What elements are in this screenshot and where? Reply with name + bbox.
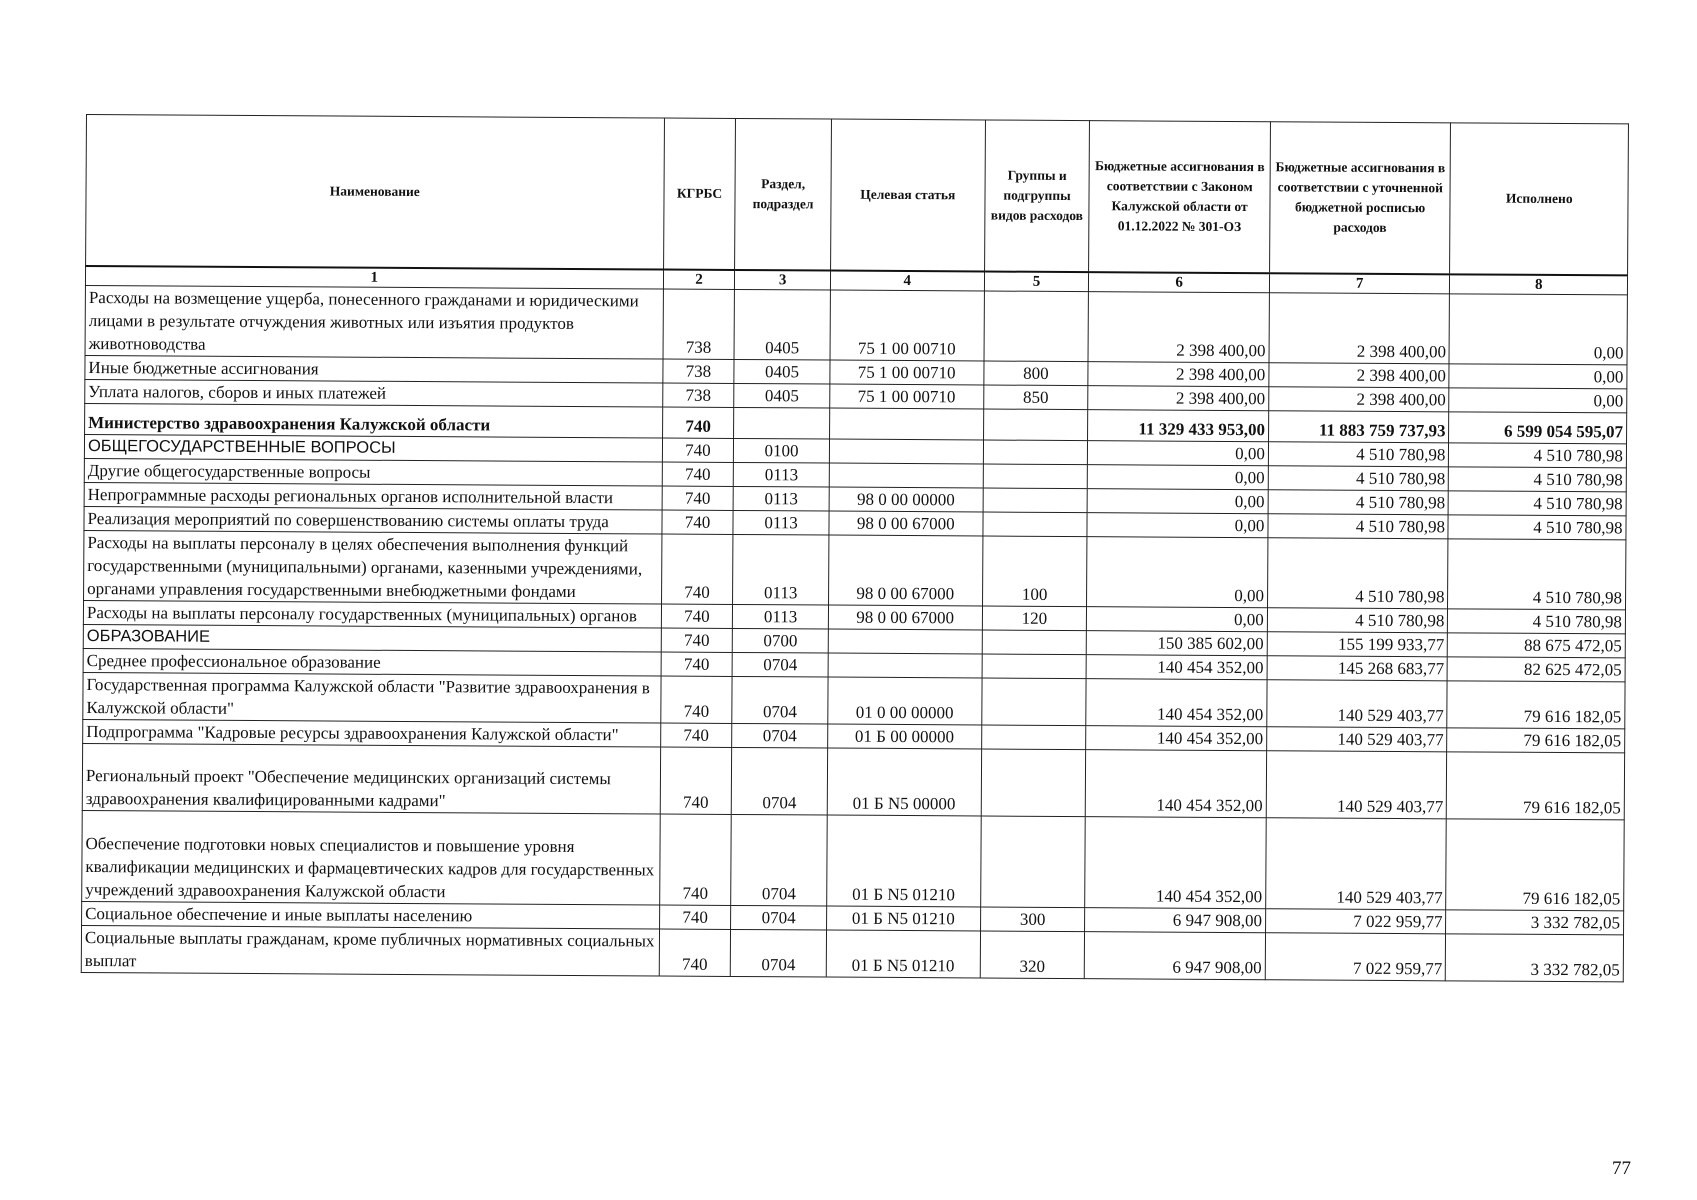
- row-group: 800: [984, 361, 1089, 386]
- col-number: 5: [984, 271, 1089, 291]
- header-row: [86, 115, 1629, 276]
- row-article: [829, 439, 983, 464]
- row-article: 98 0 00 00000: [829, 487, 983, 512]
- row-group: [983, 440, 1088, 465]
- row-plan-amount: 4 510 780,98: [1268, 442, 1449, 467]
- row-law-amount: 140 454 352,00: [1085, 817, 1266, 909]
- row-law-amount: 0,00: [1087, 537, 1268, 608]
- row-name: Социальное обеспечение и иные выплаты населению: [82, 901, 660, 929]
- row-done-amount: 6 599 054 595,07: [1449, 412, 1627, 444]
- row-law-amount: 6 947 908,00: [1085, 908, 1266, 933]
- row-kgrbs: 740: [660, 747, 732, 814]
- row-done-amount: 4 510 780,98: [1448, 539, 1626, 610]
- row-plan-amount: 140 529 403,77: [1267, 727, 1448, 752]
- row-name: Социальные выплаты гражданам, кроме публичных нормативных социальных выплат: [81, 925, 659, 976]
- row-group: 850: [983, 385, 1088, 410]
- row-done-amount: 4 510 780,98: [1448, 515, 1626, 540]
- row-group: [980, 816, 1085, 908]
- row-plan-amount: 140 529 403,77: [1266, 818, 1447, 910]
- row-razdel: 0704: [731, 905, 827, 930]
- row-law-amount: 2 398 400,00: [1088, 362, 1269, 387]
- row-group: [984, 291, 1089, 362]
- row-done-amount: 88 675 472,05: [1448, 633, 1626, 658]
- row-kgrbs: 738: [662, 383, 734, 407]
- row-article: 75 1 00 00710: [830, 360, 984, 385]
- row-article: 75 1 00 00710: [830, 384, 984, 409]
- row-article: 01 Б 00 00000: [827, 724, 981, 749]
- row-razdel: 0704: [731, 814, 827, 906]
- row-kgrbs: 740: [662, 462, 734, 486]
- row-law-amount: 140 454 352,00: [1086, 726, 1267, 751]
- col-header-name: Наименование: [86, 115, 665, 270]
- col-header-law: Бюджетные ассигнования в соответствии с Законом Калужской области от 01.12.2022 № 301-ОЗ: [1089, 121, 1270, 274]
- col-header-group: Группы и подгруппы видов расходов: [984, 120, 1090, 272]
- row-plan-amount: 4 510 780,98: [1268, 466, 1449, 491]
- row-article: 98 0 00 67000: [829, 511, 983, 536]
- row-kgrbs: 740: [659, 905, 731, 929]
- row-razdel: 0405: [734, 289, 830, 360]
- row-article: 01 0 00 00000: [828, 677, 982, 725]
- row-razdel: 0100: [734, 438, 830, 463]
- row-razdel: 0113: [733, 510, 829, 535]
- col-header-plan: Бюджетные ассигнования в соответствии с уточненной бюджетной росписью расходов: [1269, 122, 1450, 275]
- row-plan-amount: 7 022 959,77: [1265, 933, 1446, 981]
- col-header-razdel: Раздел, подраздел: [735, 118, 831, 270]
- row-kgrbs: 740: [661, 604, 733, 628]
- row-razdel: 0704: [732, 747, 828, 815]
- row-law-amount: 150 385 602,00: [1087, 631, 1268, 656]
- row-done-amount: 79 616 182,05: [1447, 728, 1625, 753]
- row-kgrbs: 740: [662, 407, 734, 438]
- row-done-amount: 4 510 780,98: [1449, 467, 1627, 492]
- row-law-amount: 0,00: [1088, 441, 1269, 466]
- table-row: [81, 925, 1623, 981]
- row-plan-amount: 4 510 780,98: [1267, 538, 1448, 609]
- row-done-amount: 79 616 182,05: [1447, 681, 1625, 729]
- row-article: 01 Б N5 01210: [826, 906, 980, 931]
- col-header-done: Исполнено: [1450, 123, 1628, 276]
- row-plan-amount: 7 022 959,77: [1265, 909, 1446, 934]
- col-number: 4: [830, 271, 984, 291]
- row-name: ОБЩЕГОСУДАРСТВЕННЫЕ ВОПРОСЫ: [84, 434, 662, 462]
- row-plan-amount: 145 268 683,77: [1267, 656, 1448, 681]
- row-done-amount: 79 616 182,05: [1447, 752, 1625, 820]
- row-razdel: 0405: [734, 359, 830, 384]
- row-name: ОБРАЗОВАНИЕ: [83, 624, 661, 652]
- row-plan-amount: 4 510 780,98: [1268, 490, 1449, 515]
- row-name: Подпрограмма "Кадровые ресурсы здравоохранения Калужской области": [83, 719, 661, 747]
- col-number: 7: [1269, 273, 1450, 294]
- row-razdel: 0113: [733, 604, 829, 629]
- row-article: 01 Б N5 00000: [827, 748, 981, 816]
- row-law-amount: 2 398 400,00: [1088, 292, 1269, 363]
- row-done-amount: 0,00: [1449, 294, 1627, 365]
- row-group: [981, 749, 1086, 817]
- row-article: 01 Б N5 01210: [826, 815, 980, 907]
- row-razdel: 0113: [733, 534, 829, 605]
- row-kgrbs: 738: [663, 289, 735, 359]
- row-razdel: 0113: [733, 486, 829, 511]
- row-article: [828, 629, 982, 654]
- row-name: Обеспечение подготовки новых специалистов и повышение уровня квалификации медицинских и фармацевтических кадров для государственных учреждений здравоохранения Калужской области: [82, 810, 660, 905]
- row-plan-amount: 11 883 759 737,93: [1268, 411, 1449, 443]
- row-plan-amount: 4 510 780,98: [1268, 514, 1449, 539]
- row-name: Непрограммные расходы региональных органов исполнительной власти: [84, 482, 662, 510]
- col-number: 6: [1089, 272, 1270, 293]
- row-law-amount: 0,00: [1087, 607, 1268, 632]
- row-plan-amount: 140 529 403,77: [1267, 680, 1448, 728]
- row-group: [983, 409, 1088, 441]
- row-law-amount: 0,00: [1088, 465, 1269, 490]
- table-row: [82, 743, 1624, 819]
- row-done-amount: 3 332 782,05: [1446, 934, 1624, 982]
- row-article: [828, 653, 982, 678]
- row-name: Другие общегосударственные вопросы: [84, 458, 662, 486]
- row-plan-amount: 2 398 400,00: [1269, 387, 1450, 412]
- row-done-amount: 3 332 782,05: [1446, 910, 1624, 935]
- row-kgrbs: 740: [662, 486, 734, 510]
- row-done-amount: 82 625 472,05: [1448, 657, 1626, 682]
- row-name: Государственная программа Калужской области "Развитие здравоохранения в Калужской области": [83, 672, 661, 723]
- row-article: 75 1 00 00710: [830, 290, 984, 361]
- table-row: [84, 530, 1626, 609]
- row-group: [981, 678, 1086, 726]
- row-name: Уплата налогов, сборов и иных платежей: [85, 379, 663, 407]
- row-kgrbs: 740: [659, 814, 731, 905]
- row-done-amount: 0,00: [1449, 364, 1627, 389]
- row-kgrbs: 740: [662, 438, 734, 462]
- row-law-amount: 2 398 400,00: [1088, 386, 1269, 411]
- row-done-amount: 4 510 780,98: [1449, 491, 1627, 516]
- row-article: [829, 408, 983, 440]
- row-done-amount: 4 510 780,98: [1448, 609, 1626, 634]
- col-number: 2: [663, 270, 735, 290]
- row-kgrbs: 740: [660, 723, 732, 747]
- row-article: [829, 463, 983, 488]
- row-name: Министерство здравоохранения Калужской области: [85, 403, 663, 438]
- row-kgrbs: 740: [660, 676, 732, 723]
- row-razdel: 0704: [732, 652, 828, 677]
- row-kgrbs: 740: [661, 628, 733, 652]
- row-done-amount: 79 616 182,05: [1446, 819, 1624, 911]
- col-header-article: Целевая статья: [830, 119, 985, 271]
- row-plan-amount: 2 398 400,00: [1269, 363, 1450, 388]
- row-name: Расходы на возмещение ущерба, понесенного гражданами и юридическими лицами в результате отчуждения животных или изъятия продуктов животноводства: [85, 285, 663, 359]
- row-law-amount: 140 454 352,00: [1086, 679, 1267, 727]
- row-razdel: 0113: [734, 462, 830, 487]
- row-group: [983, 488, 1088, 513]
- row-law-amount: 140 454 352,00: [1086, 655, 1267, 680]
- row-group: [983, 512, 1088, 537]
- budget-table: [81, 114, 1629, 982]
- row-name: Иные бюджетные ассигнования: [85, 355, 663, 383]
- row-name: Реализация мероприятий по совершенствованию системы оплаты труда: [84, 506, 662, 534]
- row-law-amount: 0,00: [1087, 513, 1268, 538]
- budget-sheet: [81, 114, 1629, 982]
- row-kgrbs: 740: [662, 510, 734, 534]
- row-group: 320: [980, 931, 1085, 979]
- row-group: [982, 654, 1087, 679]
- row-law-amount: 11 329 433 953,00: [1088, 410, 1269, 442]
- row-razdel: 0405: [734, 383, 830, 408]
- row-kgrbs: 740: [659, 929, 731, 976]
- row-razdel: 0704: [732, 723, 828, 748]
- row-group: [981, 725, 1086, 750]
- table-row: [85, 285, 1627, 364]
- page-number: 77: [1612, 1158, 1631, 1179]
- row-name: Расходы на выплаты персоналу в целях обеспечения выполнения функций государственными (муниципальными) органами, казенными учреждениями, органами управления государственными внебюджетными фондами: [84, 530, 662, 604]
- row-razdel: [734, 407, 830, 439]
- col-number: 1: [85, 266, 663, 289]
- row-law-amount: 6 947 908,00: [1085, 932, 1266, 980]
- row-razdel: 0704: [732, 676, 828, 724]
- row-plan-amount: 140 529 403,77: [1266, 751, 1447, 819]
- row-done-amount: 0,00: [1449, 388, 1627, 413]
- col-header-kgrbs: КГРБС: [663, 118, 736, 270]
- col-number: 3: [735, 270, 831, 290]
- row-kgrbs: 738: [662, 359, 734, 383]
- row-law-amount: 0,00: [1087, 489, 1268, 514]
- col-number: 8: [1450, 274, 1628, 295]
- row-group: [983, 464, 1088, 489]
- row-kgrbs: 740: [661, 652, 733, 676]
- row-plan-amount: 4 510 780,98: [1267, 608, 1448, 633]
- row-razdel: 0700: [733, 628, 829, 653]
- row-article: 98 0 00 67000: [828, 535, 982, 606]
- row-group: [982, 630, 1087, 655]
- row-article: 98 0 00 67000: [828, 605, 982, 630]
- row-kgrbs: 740: [661, 534, 733, 604]
- row-law-amount: 140 454 352,00: [1086, 750, 1267, 818]
- row-name: Среднее профессиональное образование: [83, 648, 661, 676]
- row-group: 100: [982, 536, 1087, 607]
- row-article: 01 Б N5 01210: [826, 930, 980, 978]
- table-row: [82, 810, 1625, 910]
- row-razdel: 0704: [731, 929, 827, 977]
- row-done-amount: 4 510 780,98: [1449, 443, 1627, 468]
- row-plan-amount: 2 398 400,00: [1269, 293, 1450, 364]
- row-name: Региональный проект "Обеспечение медицинских организаций системы здравоохранения квалифицированными кадрами": [82, 743, 660, 814]
- row-plan-amount: 155 199 933,77: [1267, 632, 1448, 657]
- row-name: Расходы на выплаты персоналу государственных (муниципальных) органов: [83, 600, 661, 628]
- row-group: 300: [980, 907, 1085, 932]
- row-group: 120: [982, 606, 1087, 631]
